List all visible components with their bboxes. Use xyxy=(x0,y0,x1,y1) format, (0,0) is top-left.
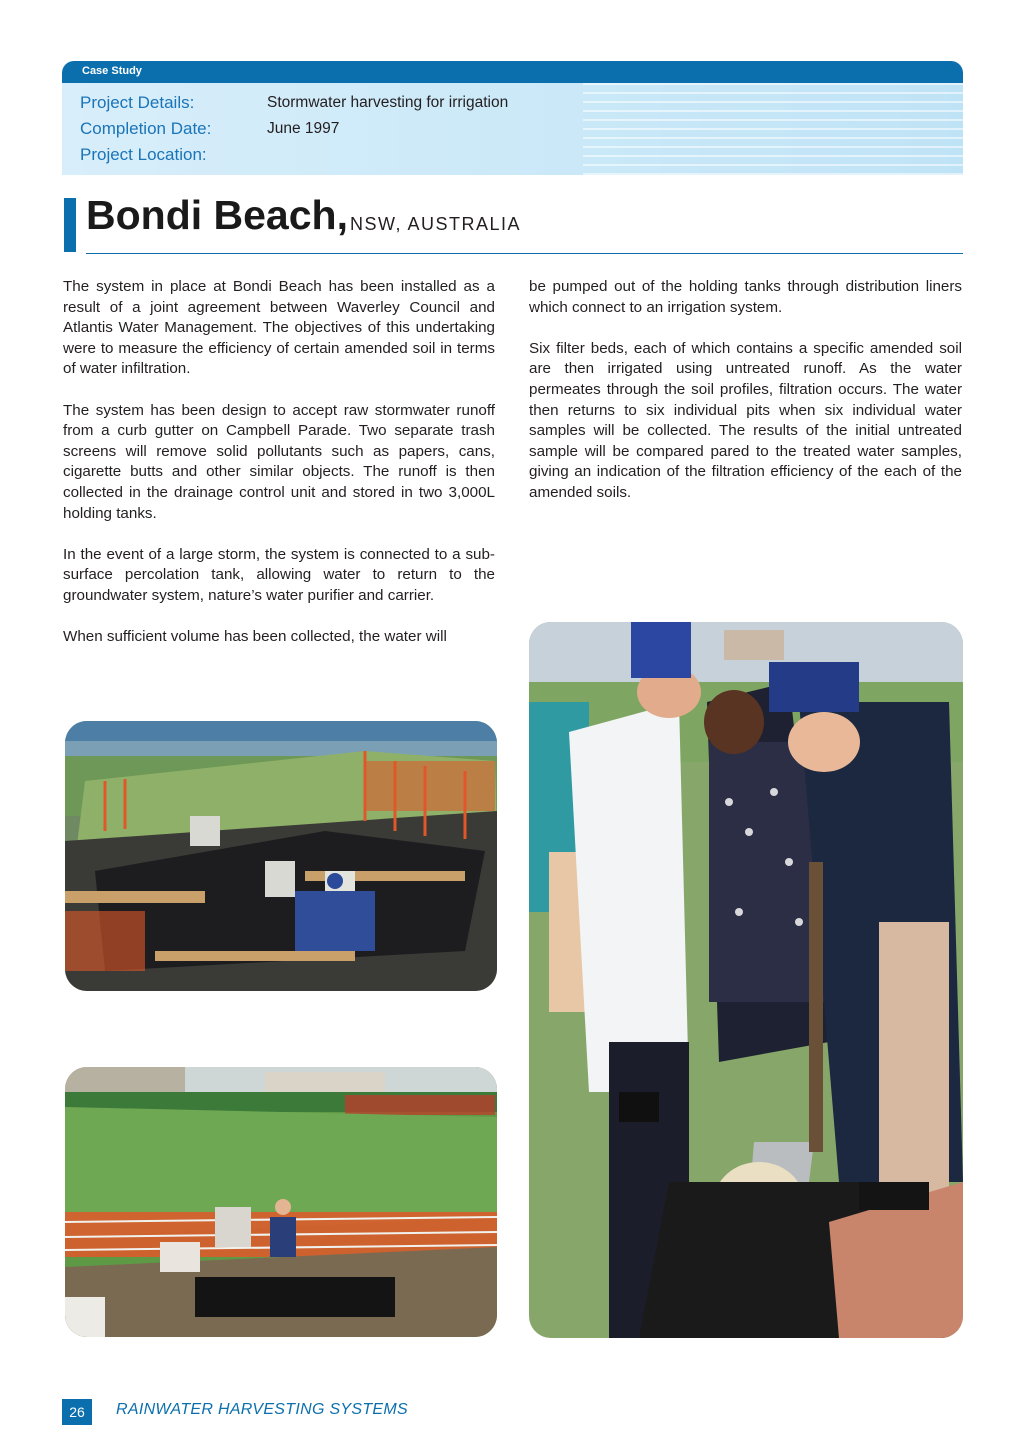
paragraph: The system in place at Bondi Beach has been installed as a result of a joint agreement between Waverley Council and Atlantis Water Management. The objectives of this undertaking were to measure the efficiency of certain amended soil in terms of water infiltration. xyxy=(63,278,495,378)
case-study-header-bar xyxy=(62,61,963,83)
case-study-label: Case Study xyxy=(82,65,142,77)
footer-title: RAINWATER HARVESTING SYSTEMS xyxy=(116,1401,409,1418)
paragraph: Six filter beds, each of which contains a specific amended soil are then irrigated using untreated runoff. As the water permeates through the soil profiles, filtration occurs. The water then returns to six individual pits when six individual water samples will be collected. The results of the initial untreated sample will be compared pared to the treated water samples, giving an indication of the filtration efficiency of the each of the amended soils. xyxy=(529,339,962,501)
photo-ceremony-shovel xyxy=(529,622,963,1338)
page-title: Bondi Beach, xyxy=(86,192,348,238)
title-accent-bar xyxy=(64,198,76,252)
detail-key: Project Details: xyxy=(80,93,195,112)
project-details-panel xyxy=(62,83,963,175)
body-column-right xyxy=(529,277,962,524)
paragraph: When sufficient volume has been collected, the water will xyxy=(63,628,447,646)
detail-value: Stormwater harvesting for irrigation xyxy=(267,94,509,111)
page-subtitle: NSW, AUSTRALIA xyxy=(350,214,522,234)
decorative-stripes xyxy=(583,83,963,175)
page-number: 26 xyxy=(62,1399,92,1425)
detail-value: June 1997 xyxy=(267,120,340,137)
detail-key: Project Location: xyxy=(80,145,207,164)
paragraph: In the event of a large storm, the system is connected to a sub-surface percolation tank, allowing water to return to the groundwater system, nature’s water purifier and carrier. xyxy=(63,545,495,604)
body-column-left xyxy=(63,277,495,668)
paragraph: be pumped out of the holding tanks through distribution liners which connect to an irrigation system. xyxy=(529,278,962,316)
photo-park-excavation xyxy=(65,1067,497,1337)
paragraph: The system has been design to accept raw stormwater runoff from a curb gutter on Campbell Parade. Two separate trash screens will remove solid pollutants such as papers, cans, cigarette butts and other similar objects. The runoff is then collected in the drainage control unit and stored in two 3,000L holding tanks. xyxy=(63,401,495,522)
title-underline xyxy=(86,253,963,254)
detail-key: Completion Date: xyxy=(80,119,212,138)
photo-construction-site xyxy=(65,721,497,991)
